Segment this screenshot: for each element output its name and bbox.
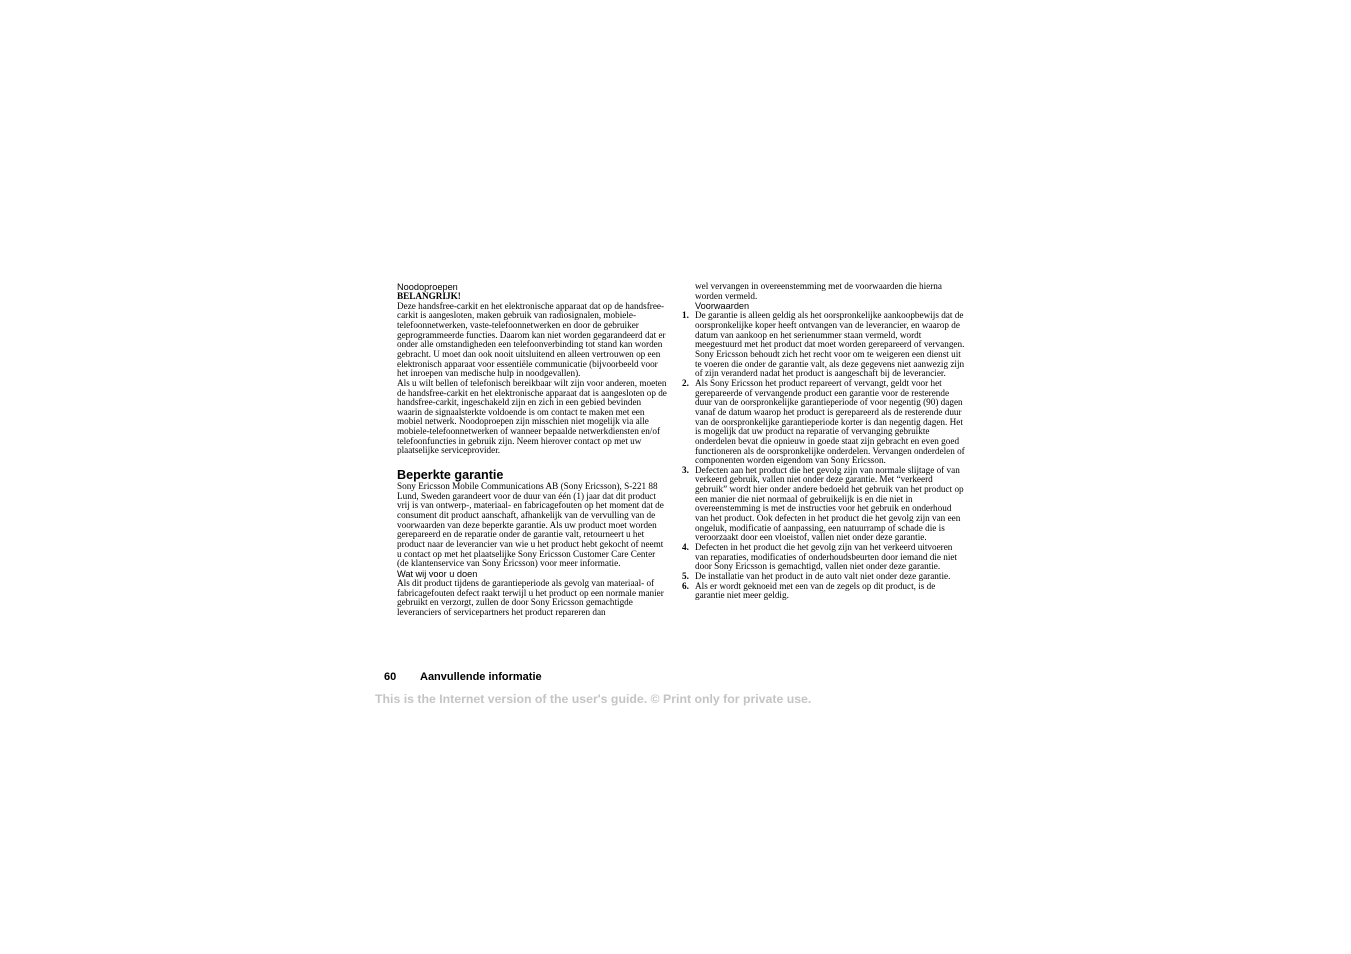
term-number: 5. xyxy=(682,571,689,582)
continued-paragraph: wel vervangen in overeenstemming met de voorwaarden die hierna worden vermeld. xyxy=(695,281,942,301)
terms-list xyxy=(682,311,965,601)
term-number: 3. xyxy=(682,464,689,475)
wat-wij-paragraph: Als dit product tijdens de garantieperiode als gevolg van materiaal- of fabricagefouten defect raakt terwijl u het product op een normale manier gebruikt en verzorgt, zullen de door Sony Ericsson gemachtigde leveranciers of servicepartners het product repareren dan xyxy=(397,578,664,617)
list-item xyxy=(682,466,965,543)
section-title: Aanvullende informatie xyxy=(420,671,542,683)
term-text: De installatie van het product in de auto valt niet onder deze garantie. xyxy=(695,571,951,582)
belangrijk-label: BELANGRIJK! xyxy=(397,291,461,301)
list-item xyxy=(682,582,965,601)
voorwaarden-heading: Voorwaarden xyxy=(695,301,750,312)
garantie-heading: Beperkte garantie xyxy=(397,468,504,483)
list-item xyxy=(682,379,965,466)
term-number: 4. xyxy=(682,542,689,553)
watermark: This is the Internet version of the user's guide. © Print only for private use. xyxy=(375,692,812,706)
wat-wij-heading: Wat wij voor u doen xyxy=(397,569,478,579)
noodoproepen-heading: Noodoproepen xyxy=(397,282,458,292)
term-text: Defecten aan het product die het gevolg zijn van normale slijtage of van verkeerd gebruik, vallen niet onder deze garantie. Met “verkeerd gebruik” wordt hier onder andere bedoeld het gebruik van het product op een manier die niet normaal of gebruikelijk is en die niet in overeenstemming is met de instructies voor het gebruik en onderhoud van het product. Ook defecten in het product die het gevolg zijn van een ongeluk, modificatie of aanpassing, een natuurramp of schade die is veroorzaakt door een vloeistof, vallen niet onder deze garantie. xyxy=(695,464,964,543)
term-number: 1. xyxy=(682,310,689,321)
list-item xyxy=(682,543,965,572)
right-column xyxy=(682,282,965,601)
noodoproepen-paragraph-2: Als u wilt bellen of telefonisch bereikbaar wilt zijn voor anderen, moeten de handsfree-carkit en het elektronische apparaat dat is aangesloten op de handsfree-carkit, ingeschakeld zijn en zich in een gebied bevinden waarin de signaalsterkte voldoende is om contact te maken met een mobiel netwerk. Noodoproepen zijn misschien niet mogelijk via alle mobiele-telefoonnetwerken of wanneer bepaalde netwerkdiensten en/of telefoonfuncties in gebruik zijn. Neem hierover contact op met uw plaatselijke serviceprovider. xyxy=(397,377,667,456)
term-text: De garantie is alleen geldig als het oorspronkelijke aankoopbewijs dat de oorspronkelijke koper heeft ontvangen van de leverancier, en waarop de datum van aankoop en het serienummer staan vermeld, wordt meegestuurd met het product dat moet worden gerepareerd of vervangen. Sony Ericsson behoudt zich het recht voor om te weigeren een dienst uit te voeren die onder de garantie valt, als deze gegevens niet aanwezig zijn of zijn veranderd nadat het product is aangeschaft bij de leverancier. xyxy=(695,310,965,379)
left-column xyxy=(397,282,667,618)
term-text: Als er wordt geknoeid met een van de zegels op dit product, is de garantie niet meer geldig. xyxy=(695,580,936,601)
term-text: Defecten in het product die het gevolg zijn van het verkeerd uitvoeren van reparaties, modificaties of onderhoudsbeurten door iemand die niet door Sony Ericsson is gemachtigd, vallen niet onder deze garantie. xyxy=(695,542,958,572)
list-item xyxy=(682,311,965,379)
page-footer xyxy=(384,671,542,684)
noodoproepen-paragraph-1: Deze handsfree-carkit en het elektronische apparaat dat op de handsfree-carkit is aangesloten, maken gebruik van radiosignalen, mobiele-telefoonnetwerken, vaste-telefoonnetwerken en door de gebruiker geprogrammeerde functies. Daarom kan niet worden gegarandeerd dat er onder alle omstandigheden een telefoonverbinding tot stand kan worden gebracht. U moet dan ook nooit uitsluitend en alleen vertrouwen op een elektronisch apparaat voor essentiële communicatie (bijvoorbeeld voor het inroepen van medische hulp in noodgevallen). xyxy=(397,300,666,379)
term-text: Als Sony Ericsson het product repareert of vervangt, geldt voor het gerepareerde of vervangende product een garantie voor de resterende duur van de oorspronkelijke garantieperiode of voor negentig (90) dagen vanaf de datum waarop het product is gerepareerd als de resterende duur van de oorspronkelijke garantieperiode korter is dan negentig dagen. Het is mogelijk dat uw product na reparatie of vervanging gebruikte onderdelen bevat die opnieuw in goede staat zijn gebracht en even goed functioneren als de oorspronkelijke onderdelen. Vervangen onderdelen of componenten worden eigendom van Sony Ericsson. xyxy=(695,377,965,466)
page-number: 60 xyxy=(384,671,397,683)
garantie-paragraph: Sony Ericsson Mobile Communications AB (Sony Ericsson), S-221 88 Lund, Sweden garandeert voor de duur van één (1) jaar dat dit product vrij is van ontwerp-, materiaal- en fabricagefouten op het moment dat de consument dit product aanschaft, afhankelijk van de vervulling van de voorwaarden van deze beperkte garantie. Als uw product moet worden gerepareerd en de reparatie onder de garantie valt, retourneert u het product naar de leverancier van wie u het product hebt gekocht of neemt u contact op met het plaatselijke Sony Ericsson Customer Care Center (de klantenservice van Sony Ericsson) voor meer informatie. xyxy=(397,481,664,569)
term-number: 2. xyxy=(682,377,689,388)
term-number: 6. xyxy=(682,580,689,591)
